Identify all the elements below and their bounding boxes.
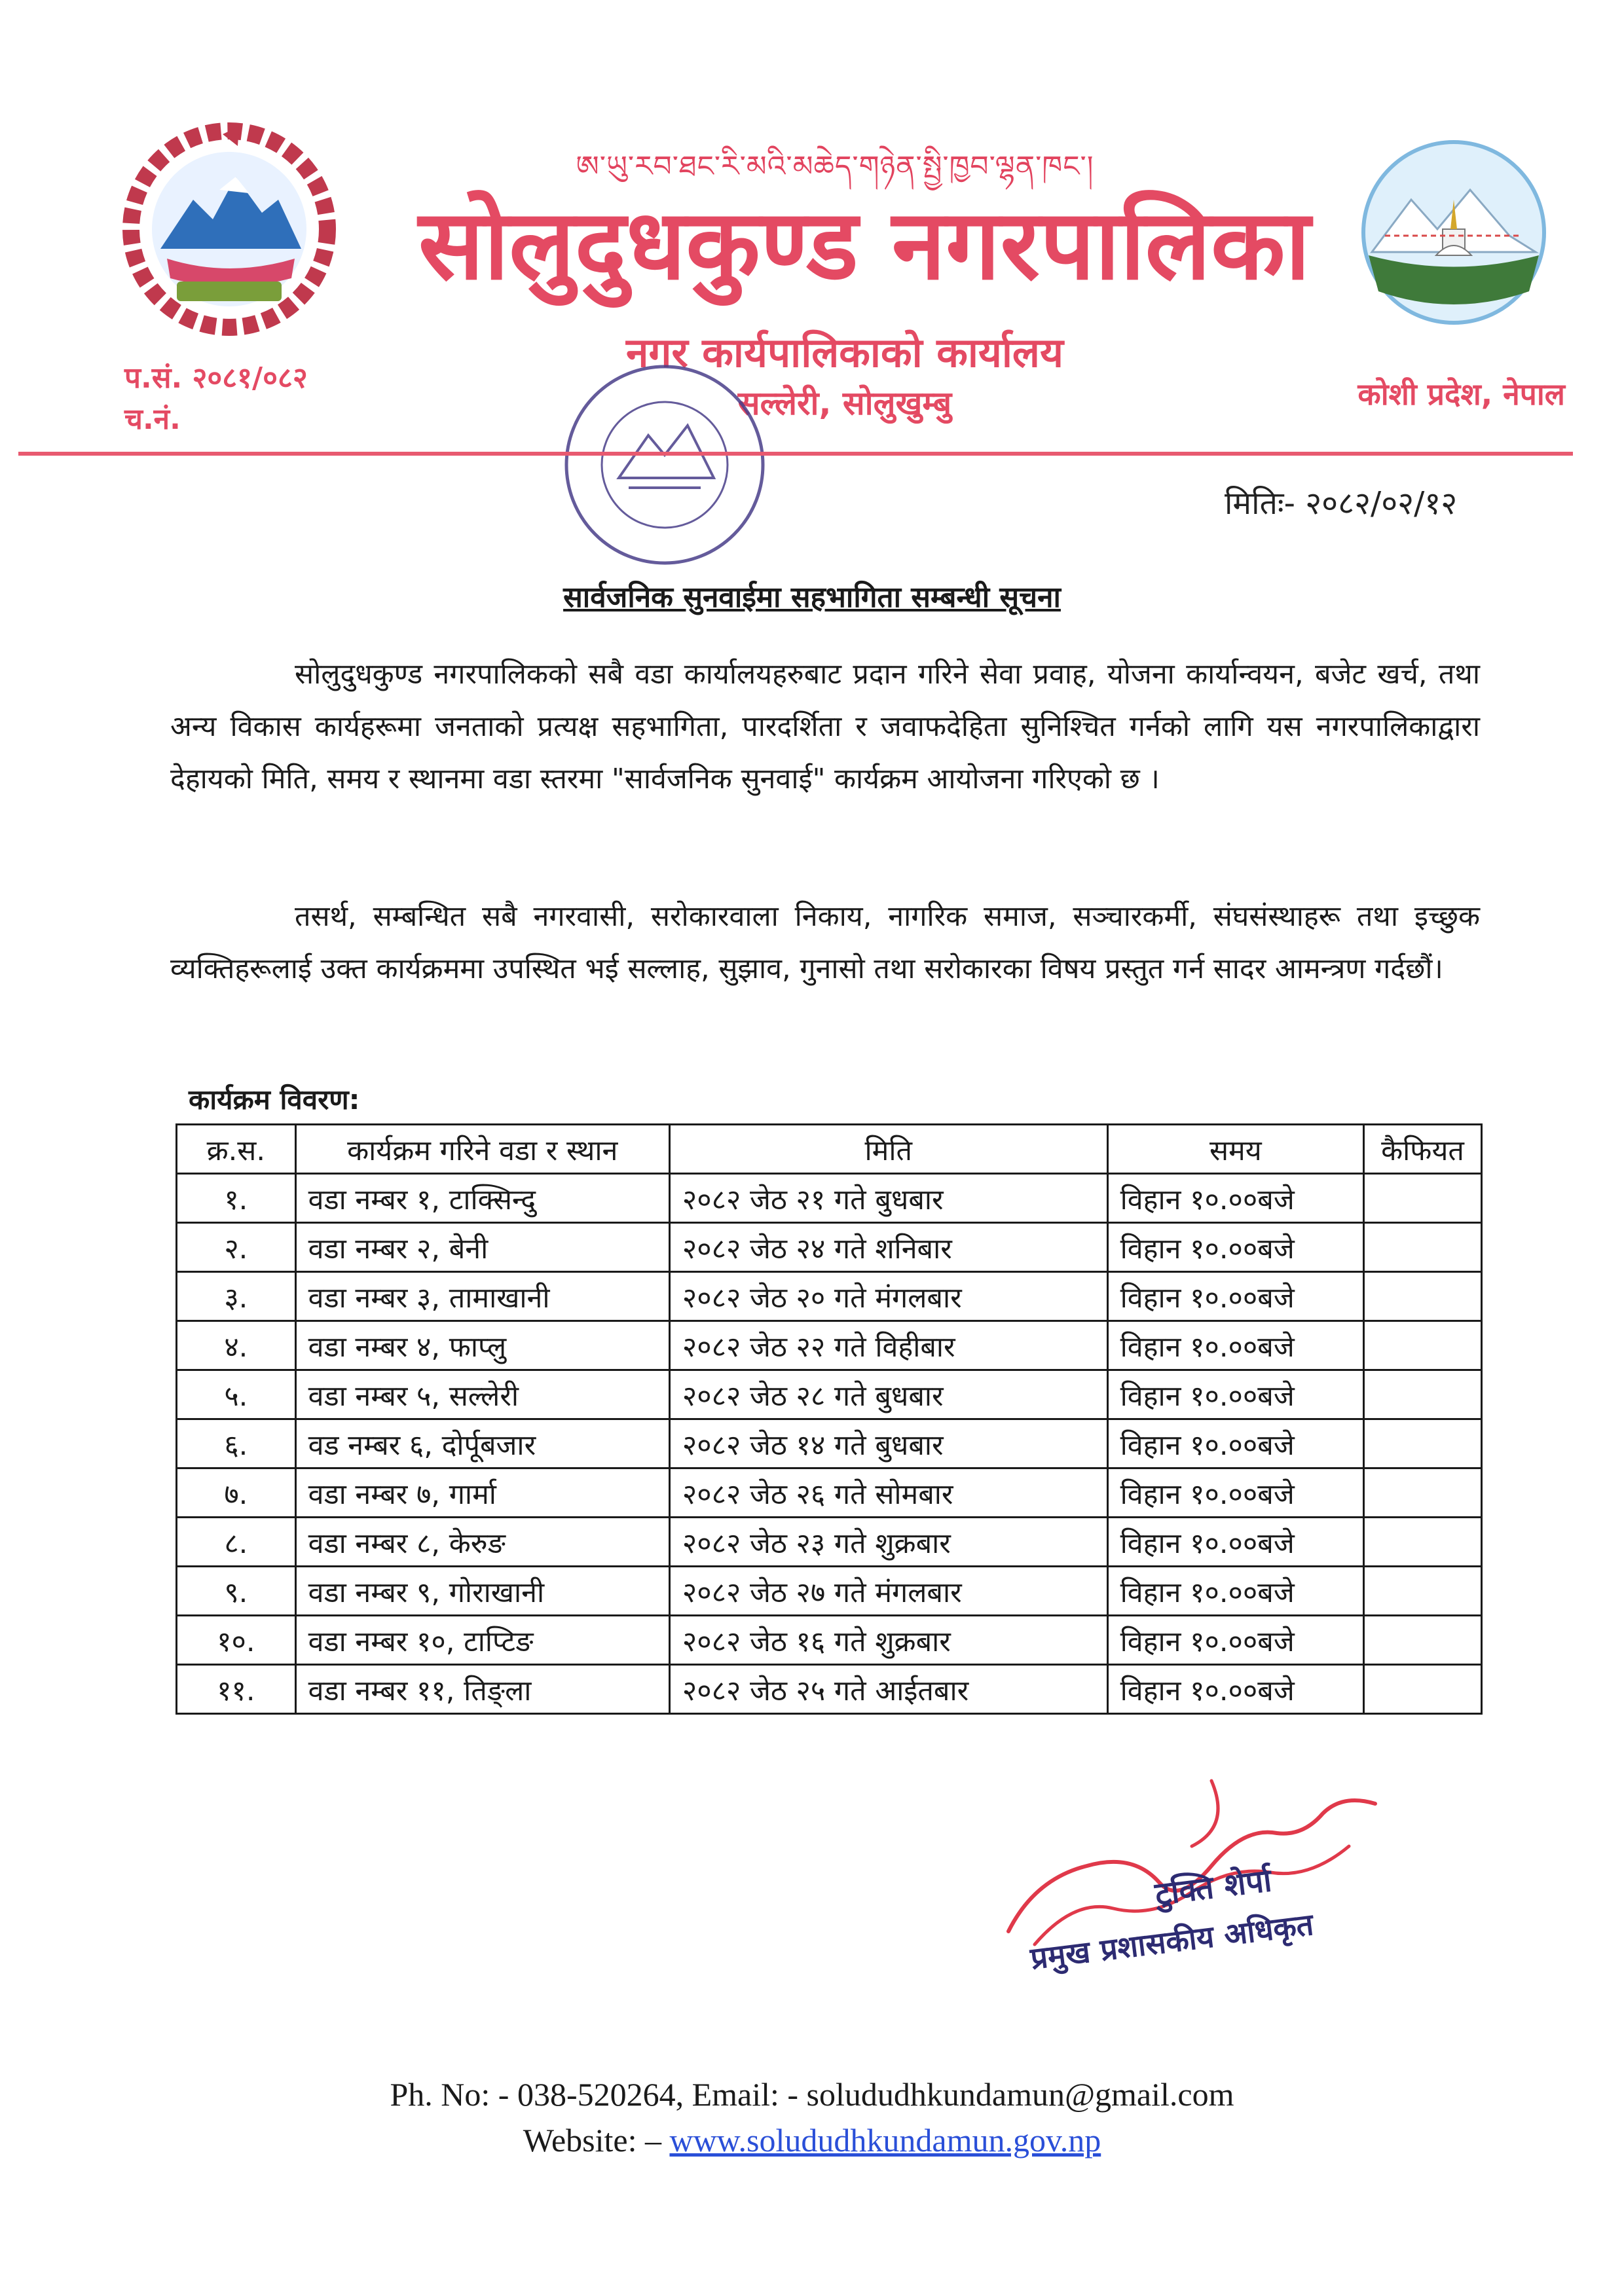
nepal-emblem-icon [115, 115, 344, 337]
table-row [177, 1665, 1482, 1714]
row-date: २०८२ जेठ २१ गते बुधबार [669, 1174, 1107, 1223]
row-time: विहान १०.००बजे [1107, 1174, 1363, 1223]
row-serial: ६. [177, 1419, 296, 1468]
table-row [177, 1518, 1482, 1567]
row-location: वडा नम्बर ९, गोराखानी [295, 1567, 669, 1616]
table-row [177, 1370, 1482, 1419]
footer-website-label: Website: – [523, 2122, 661, 2159]
row-location: वडा नम्बर १०, टाप्टिङ [295, 1616, 669, 1665]
row-location: वडा नम्बर ३, तामाखानी [295, 1272, 669, 1321]
header-time: समय [1107, 1125, 1363, 1174]
row-remarks [1364, 1419, 1482, 1468]
body-paragraph-2: तसर्थ, सम्बन्धित सबै नगरवासी, सरोकारवाला निकाय, नागरिक समाज, सञ्चारकर्मी, संघसंस्थाहरू तथा इच्छुक व्यक्तिहरूलाई उक्त कार्यक्रममा उपस्थित भई सल्लाह, सुझाव, गुनासो तथा सरोकारका विषय प्रस्तुत गर्न सादर आमन्त्रण गर्दछौं। [170, 900, 1480, 985]
row-remarks [1364, 1567, 1482, 1616]
header-serial: क्र.स. [177, 1125, 296, 1174]
header-ward-location: कार्यक्रम गरिने वडा र स्थान [295, 1125, 669, 1174]
row-serial: ७. [177, 1468, 296, 1518]
row-time: विहान १०.००बजे [1107, 1567, 1363, 1616]
row-remarks [1364, 1468, 1482, 1518]
table-header-row [177, 1125, 1482, 1174]
program-details-title: कार्यक्रम विवरण: [189, 1084, 360, 1116]
header-divider [18, 452, 1573, 456]
row-remarks [1364, 1518, 1482, 1567]
row-time: विहान १०.००बजे [1107, 1272, 1363, 1321]
row-location: वडा नम्बर ४, फाप्लु [295, 1321, 669, 1370]
row-remarks [1364, 1616, 1482, 1665]
office-name: नगर कार्यपालिकाको कार्यालय [626, 329, 1063, 376]
row-time: विहान १०.००बजे [1107, 1419, 1363, 1468]
row-date: २०८२ जेठ २५ गते आईतबार [669, 1665, 1107, 1714]
row-remarks [1364, 1174, 1482, 1223]
row-location: वडा नम्बर ८, केरुङ [295, 1518, 669, 1567]
row-serial: १. [177, 1174, 296, 1223]
row-date: २०८२ जेठ २४ गते शनिबार [669, 1223, 1107, 1272]
table-row [177, 1616, 1482, 1665]
row-date: २०८२ जेठ २७ गते मंगलबार [669, 1567, 1107, 1616]
table-row [177, 1272, 1482, 1321]
row-serial: २. [177, 1223, 296, 1272]
header-remarks: कैफियत [1364, 1125, 1482, 1174]
signer-title: प्रमुख प्रशासकीय अधिकृत [1028, 1906, 1316, 1977]
body-paragraph-1: सोलुदुधकुण्ड नगरपालिकको सबै वडा कार्यालयहरुबाट प्रदान गरिने सेवा प्रवाह, योजना कार्यान्वयन, बजेट खर्च, तथा अन्य विकास कार्यहरूमा जनताको प्रत्यक्ष सहभागिता, पारदर्शिता र जवाफदेहिता सुनिश्चित गर्नको लागि यस नगरपालिकाद्वारा देहायको मिति, समय र स्थानमा वडा स्तरमा "सार्वजनिक सुनवाई" कार्यक्रम आयोजना गरिएको छ । [170, 658, 1480, 795]
row-time: विहान १०.००बजे [1107, 1223, 1363, 1272]
row-serial: ११. [177, 1665, 296, 1714]
row-remarks [1364, 1272, 1482, 1321]
row-remarks [1364, 1665, 1482, 1714]
table-row [177, 1223, 1482, 1272]
office-address: सल्लेरी, सोलुखुम्बु [737, 384, 952, 422]
row-serial: ३. [177, 1272, 296, 1321]
row-date: २०८२ जेठ २८ गते बुधबार [669, 1370, 1107, 1419]
row-serial: ४. [177, 1321, 296, 1370]
row-time: विहान १०.००बजे [1107, 1616, 1363, 1665]
table-row [177, 1419, 1482, 1468]
row-date: २०८२ जेठ २२ गते विहीबार [669, 1321, 1107, 1370]
row-location: वडा नम्बर ७, गार्मा [295, 1468, 669, 1518]
row-time: विहान १०.००बजे [1107, 1321, 1363, 1370]
row-time: विहान १०.००बजे [1107, 1518, 1363, 1567]
row-location: वडा नम्बर ११, तिङ्ला [295, 1665, 669, 1714]
footer-email: Email: - solududhkundamun@gmail.com [692, 2076, 1234, 2113]
footer-website [262, 2121, 1362, 2159]
row-time: विहान १०.००बजे [1107, 1468, 1363, 1518]
row-date: २०८२ जेठ १४ गते बुधबार [669, 1419, 1107, 1468]
municipality-name: सोलुदुधकुण्ड नगरपालिका [418, 189, 1311, 301]
row-date: २०८२ जेठ २६ गते सोमबार [669, 1468, 1107, 1518]
header-date: मिति [669, 1125, 1107, 1174]
row-location: वडा नम्बर १, टाक्सिन्दु [295, 1174, 669, 1223]
table-row [177, 1321, 1482, 1370]
province-label: कोशी प्रदेश, नेपाल [1357, 376, 1565, 412]
letter-date: मितिः- २०८२/०२/१२ [1225, 485, 1458, 522]
table-row [177, 1174, 1482, 1223]
row-date: २०८२ जेठ २० गते मंगलबार [669, 1272, 1107, 1321]
website-link[interactable]: www.solududhkundamun.gov.np [669, 2122, 1101, 2159]
stupa-logo-icon [1359, 137, 1549, 327]
row-remarks [1364, 1370, 1482, 1419]
row-remarks [1364, 1321, 1482, 1370]
row-time: विहान १०.००बजे [1107, 1665, 1363, 1714]
signer-name: टुक्ति शेर्पा [1153, 1862, 1274, 1913]
reference-number: प.सं. २०८१/०८२ [124, 361, 308, 395]
notice-subject: सार्वजनिक सुनवाईमा सहभागिता सम्बन्धी सूचना [563, 581, 1061, 614]
tibetan-header-line: ཨ་ཡུ་རབ་ཐང་རི་མའི་མཆེད་གཉེན་སྤྱི་ཁྱབ་ལྷན་ཁང་། [576, 150, 1094, 183]
dispatch-number: च.नं. [124, 403, 181, 436]
row-date: २०८२ जेठ १६ गते शुक्रबार [669, 1616, 1107, 1665]
row-location: वडा नम्बर ५, सल्लेरी [295, 1370, 669, 1419]
program-schedule-table [175, 1123, 1483, 1715]
row-location: वडा नम्बर २, बेनी [295, 1223, 669, 1272]
row-serial: ९. [177, 1567, 296, 1616]
footer-contact [262, 2075, 1362, 2113]
table-row [177, 1567, 1482, 1616]
footer-phone: Ph. No: - 038-520264, [390, 2076, 684, 2113]
row-remarks [1364, 1223, 1482, 1272]
row-serial: ५. [177, 1370, 296, 1419]
row-location: वड नम्बर ६, दोर्पूबजार [295, 1419, 669, 1468]
row-time: विहान १०.००बजे [1107, 1370, 1363, 1419]
row-serial: १०. [177, 1616, 296, 1665]
row-serial: ८. [177, 1518, 296, 1567]
table-row [177, 1468, 1482, 1518]
official-stamp-icon [557, 357, 773, 573]
row-date: २०८२ जेठ २३ गते शुक्रबार [669, 1518, 1107, 1567]
